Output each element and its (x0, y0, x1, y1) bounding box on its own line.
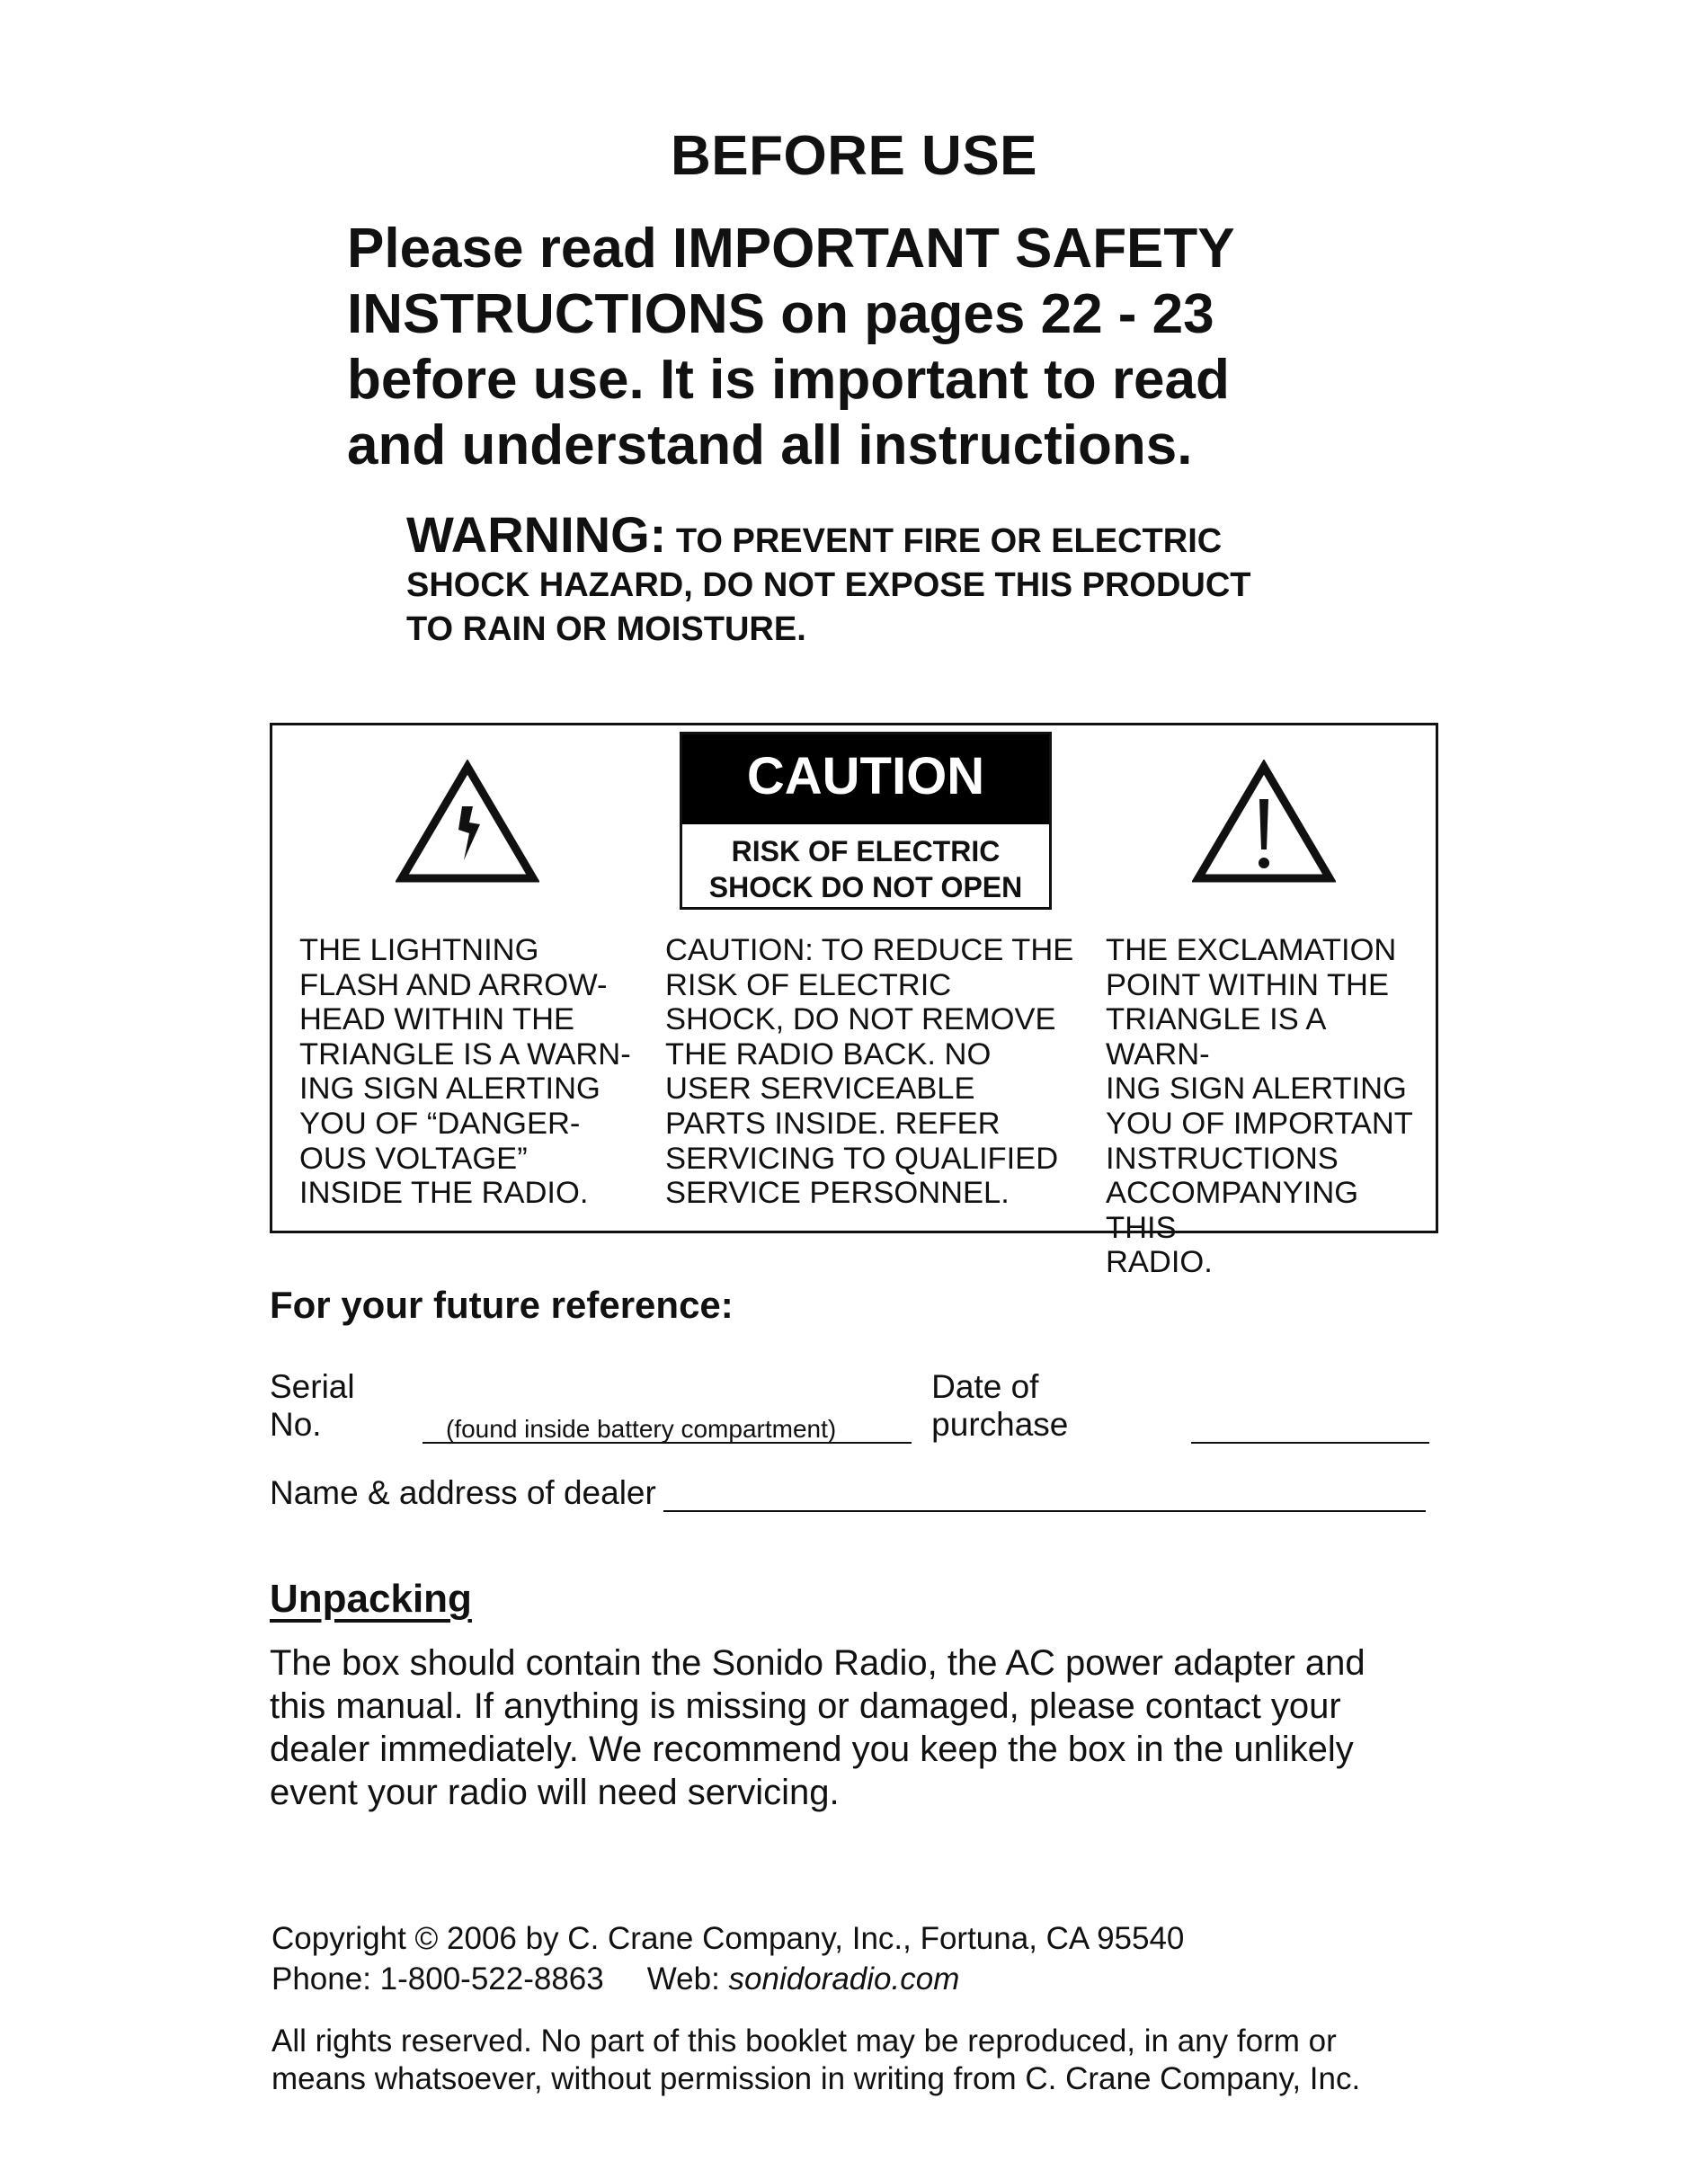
unpacking-line: The box should contain the Sonido Radio, the AC power adapter and (270, 1643, 1366, 1683)
intro-line: and understand all instructions. (347, 414, 1193, 476)
phone-number: Phone: 1-800-522-8863 (271, 1961, 604, 1997)
caution-explanation: CAUTION: TO REDUCE THE RISK OF ELECTRIC SHOCK, DO NOT REMOVE THE RADIO BACK. NO USER SERVICEABLE PARTS INSIDE. REFER SERVICING TO QUALIFIED SERVICE PERSONNEL. (665, 933, 1074, 1211)
unpacking-text (270, 1641, 1438, 1814)
copyright-line: Copyright © 2006 by C. Crane Company, Inc., Fortuna, CA 95540 (271, 1921, 1185, 1956)
warning-line: TO PREVENT FIRE OR ELECTRIC (675, 522, 1223, 560)
intro-line: before use. It is important to read (347, 349, 1230, 411)
lightning-explanation: THE LIGHTNING FLASH AND ARROW- HEAD WITHIN THE TRIANGLE IS A WARN- ING SIGN ALERTING YOU OF “DANGER- OUS VOLTAGE” INSIDE THE RADIO. (299, 933, 631, 1211)
caution-label-title: CAUTION (682, 734, 1049, 824)
exclamation-warning-icon (1192, 760, 1336, 885)
serial-label: Serial No. (270, 1368, 355, 1443)
warning-line: TO RAIN OR MOISTURE. (406, 610, 806, 648)
reference-heading: For your future reference: (270, 1284, 734, 1326)
lightning-warning-icon (396, 760, 539, 885)
serial-hint: (found inside battery compartment) (446, 1415, 837, 1443)
serial-row (270, 1368, 1429, 1444)
intro-notice (347, 216, 1381, 478)
rights-line: means whatsoever, without permission in writing from C. Crane Company, Inc. (271, 2061, 1361, 2096)
caution-label-line: RISK OF ELECTRIC (731, 835, 1001, 867)
exclamation-explanation: THE EXCLAMATION POINT WITHIN THE TRIANGLE IS A WARN- ING SIGN ALERTING YOU OF IMPORTANT INSTRUCTIONS ACCOMPANYING THIS RADIO. (1106, 933, 1413, 1280)
intro-line: Please read IMPORTANT SAFETY (347, 218, 1235, 280)
unpacking-heading: Unpacking (270, 1577, 472, 1621)
date-label: Date of purchase (931, 1368, 1069, 1443)
web-label: Web: (646, 1961, 720, 1997)
warning-notice (406, 506, 1395, 652)
warning-line: SHOCK HAZARD, DO NOT EXPOSE THIS PRODUCT (406, 566, 1251, 604)
unpacking-line: this manual. If anything is missing or damaged, please contact your (270, 1686, 1341, 1726)
rights-notice (271, 2023, 1440, 2098)
page-title: BEFORE USE (670, 125, 1038, 187)
dealer-row (270, 1474, 1429, 1512)
caution-label (680, 732, 1052, 910)
dealer-label: Name & address of dealer (270, 1474, 656, 1511)
unpacking-line: event your radio will need servicing. (270, 1773, 840, 1812)
warning-label: WARNING: (406, 506, 667, 563)
dealer-field[interactable] (663, 1509, 1426, 1512)
web-url[interactable]: sonidoradio.com (728, 1961, 960, 1997)
rights-line: All rights reserved. No part of this booklet may be reproduced, in any form or (271, 2023, 1337, 2059)
copyright-block (271, 1918, 1184, 1999)
unpacking-line: dealer immediately. We recommend you keep the box in the unlikely (270, 1730, 1354, 1769)
intro-line: INSTRUCTIONS on pages 22 - 23 (347, 283, 1214, 345)
caution-label-line: SHOCK DO NOT OPEN (708, 871, 1023, 903)
date-field[interactable] (1191, 1441, 1429, 1444)
